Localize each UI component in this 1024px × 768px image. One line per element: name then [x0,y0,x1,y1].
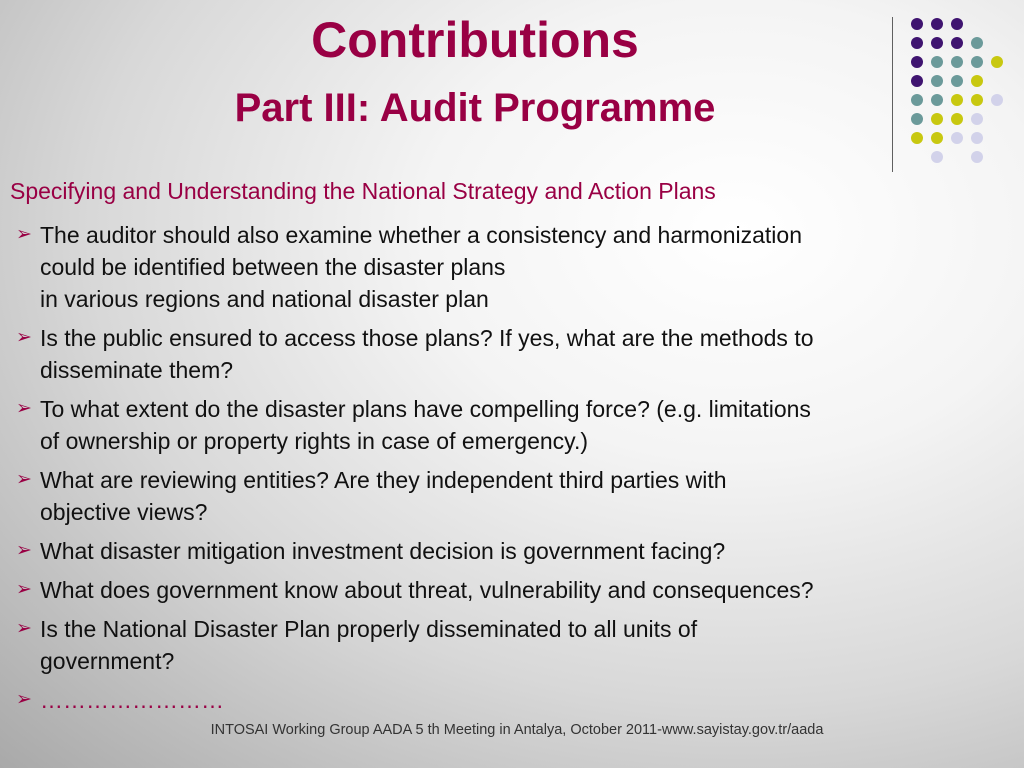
bullet-text: Is the National Disaster Plan properly disseminated to all units of [40,616,698,642]
slide-subtitle: Part III: Audit Programme [234,86,716,130]
slide-title: Contributions [311,12,639,68]
dot [971,132,983,144]
dot [931,94,943,106]
dot [911,113,923,125]
bullet-item [16,464,976,528]
dot [911,37,923,49]
bullet-item [16,219,976,315]
dot [971,56,983,68]
bullet-arrow-icon: ➢ [16,618,32,639]
dot [991,94,1003,106]
dot [911,132,923,144]
bullet-arrow-icon: ➢ [16,224,32,245]
bullet-item [16,684,976,716]
slide-footer: INTOSAI Working Group AADA 5 th Meeting in Antalya, October 2011-www.sayistay.gov.tr/aada [210,722,824,738]
dot [951,56,963,68]
bullet-text: objective views? [40,499,208,525]
dot [931,37,943,49]
bullet-text: To what extent do the disaster plans have compelling force? (e.g. limitations [40,396,811,422]
dot [951,75,963,87]
bullet-item [16,322,976,386]
dot [971,113,983,125]
bullet-text: in various regions and national disaster plan [40,286,489,312]
dot [931,75,943,87]
bullet-arrow-icon: ➢ [16,579,32,600]
dot [911,56,923,68]
dot [991,56,1003,68]
dot [931,18,943,30]
bullet-ellipsis: …………………… [40,687,224,713]
dot [951,94,963,106]
bullet-item [16,535,976,567]
dot [931,56,943,68]
bullet-arrow-icon: ➢ [16,689,32,710]
bullet-item [16,393,976,457]
bullet-text: disseminate them? [40,357,234,383]
dot [911,94,923,106]
dot [971,75,983,87]
dot [951,132,963,144]
bullet-text: What does government know about threat, vulnerability and consequences? [40,577,814,603]
dot [951,113,963,125]
dot [931,113,943,125]
bullet-item [16,613,976,677]
bullet-text: Is the public ensured to access those plans? If yes, what are the methods to [40,325,814,351]
section-heading: Specifying and Understanding the National Strategy and Action Plans [10,178,716,204]
dot [931,151,943,163]
dot [931,132,943,144]
bullet-arrow-icon: ➢ [16,398,32,419]
dot [911,18,923,30]
dot [971,151,983,163]
bullet-item [16,574,976,606]
bullet-arrow-icon: ➢ [16,327,32,348]
bullet-text: could be identified between the disaster plans [40,254,506,280]
bullet-text: of ownership or property rights in case of emergency.) [40,428,588,454]
dot [971,94,983,106]
bullet-text: government? [40,648,175,674]
divider-line [892,17,893,172]
dot [911,75,923,87]
dot [951,18,963,30]
bullet-text: What disaster mitigation investment decision is government facing? [40,538,726,564]
bullet-text: What are reviewing entities? Are they independent third parties with [40,467,727,493]
bullet-arrow-icon: ➢ [16,540,32,561]
bullet-text: The auditor should also examine whether a consistency and harmonization [40,222,802,248]
bullet-arrow-icon: ➢ [16,469,32,490]
bullet-list [16,219,976,723]
dot [971,37,983,49]
dot [951,37,963,49]
